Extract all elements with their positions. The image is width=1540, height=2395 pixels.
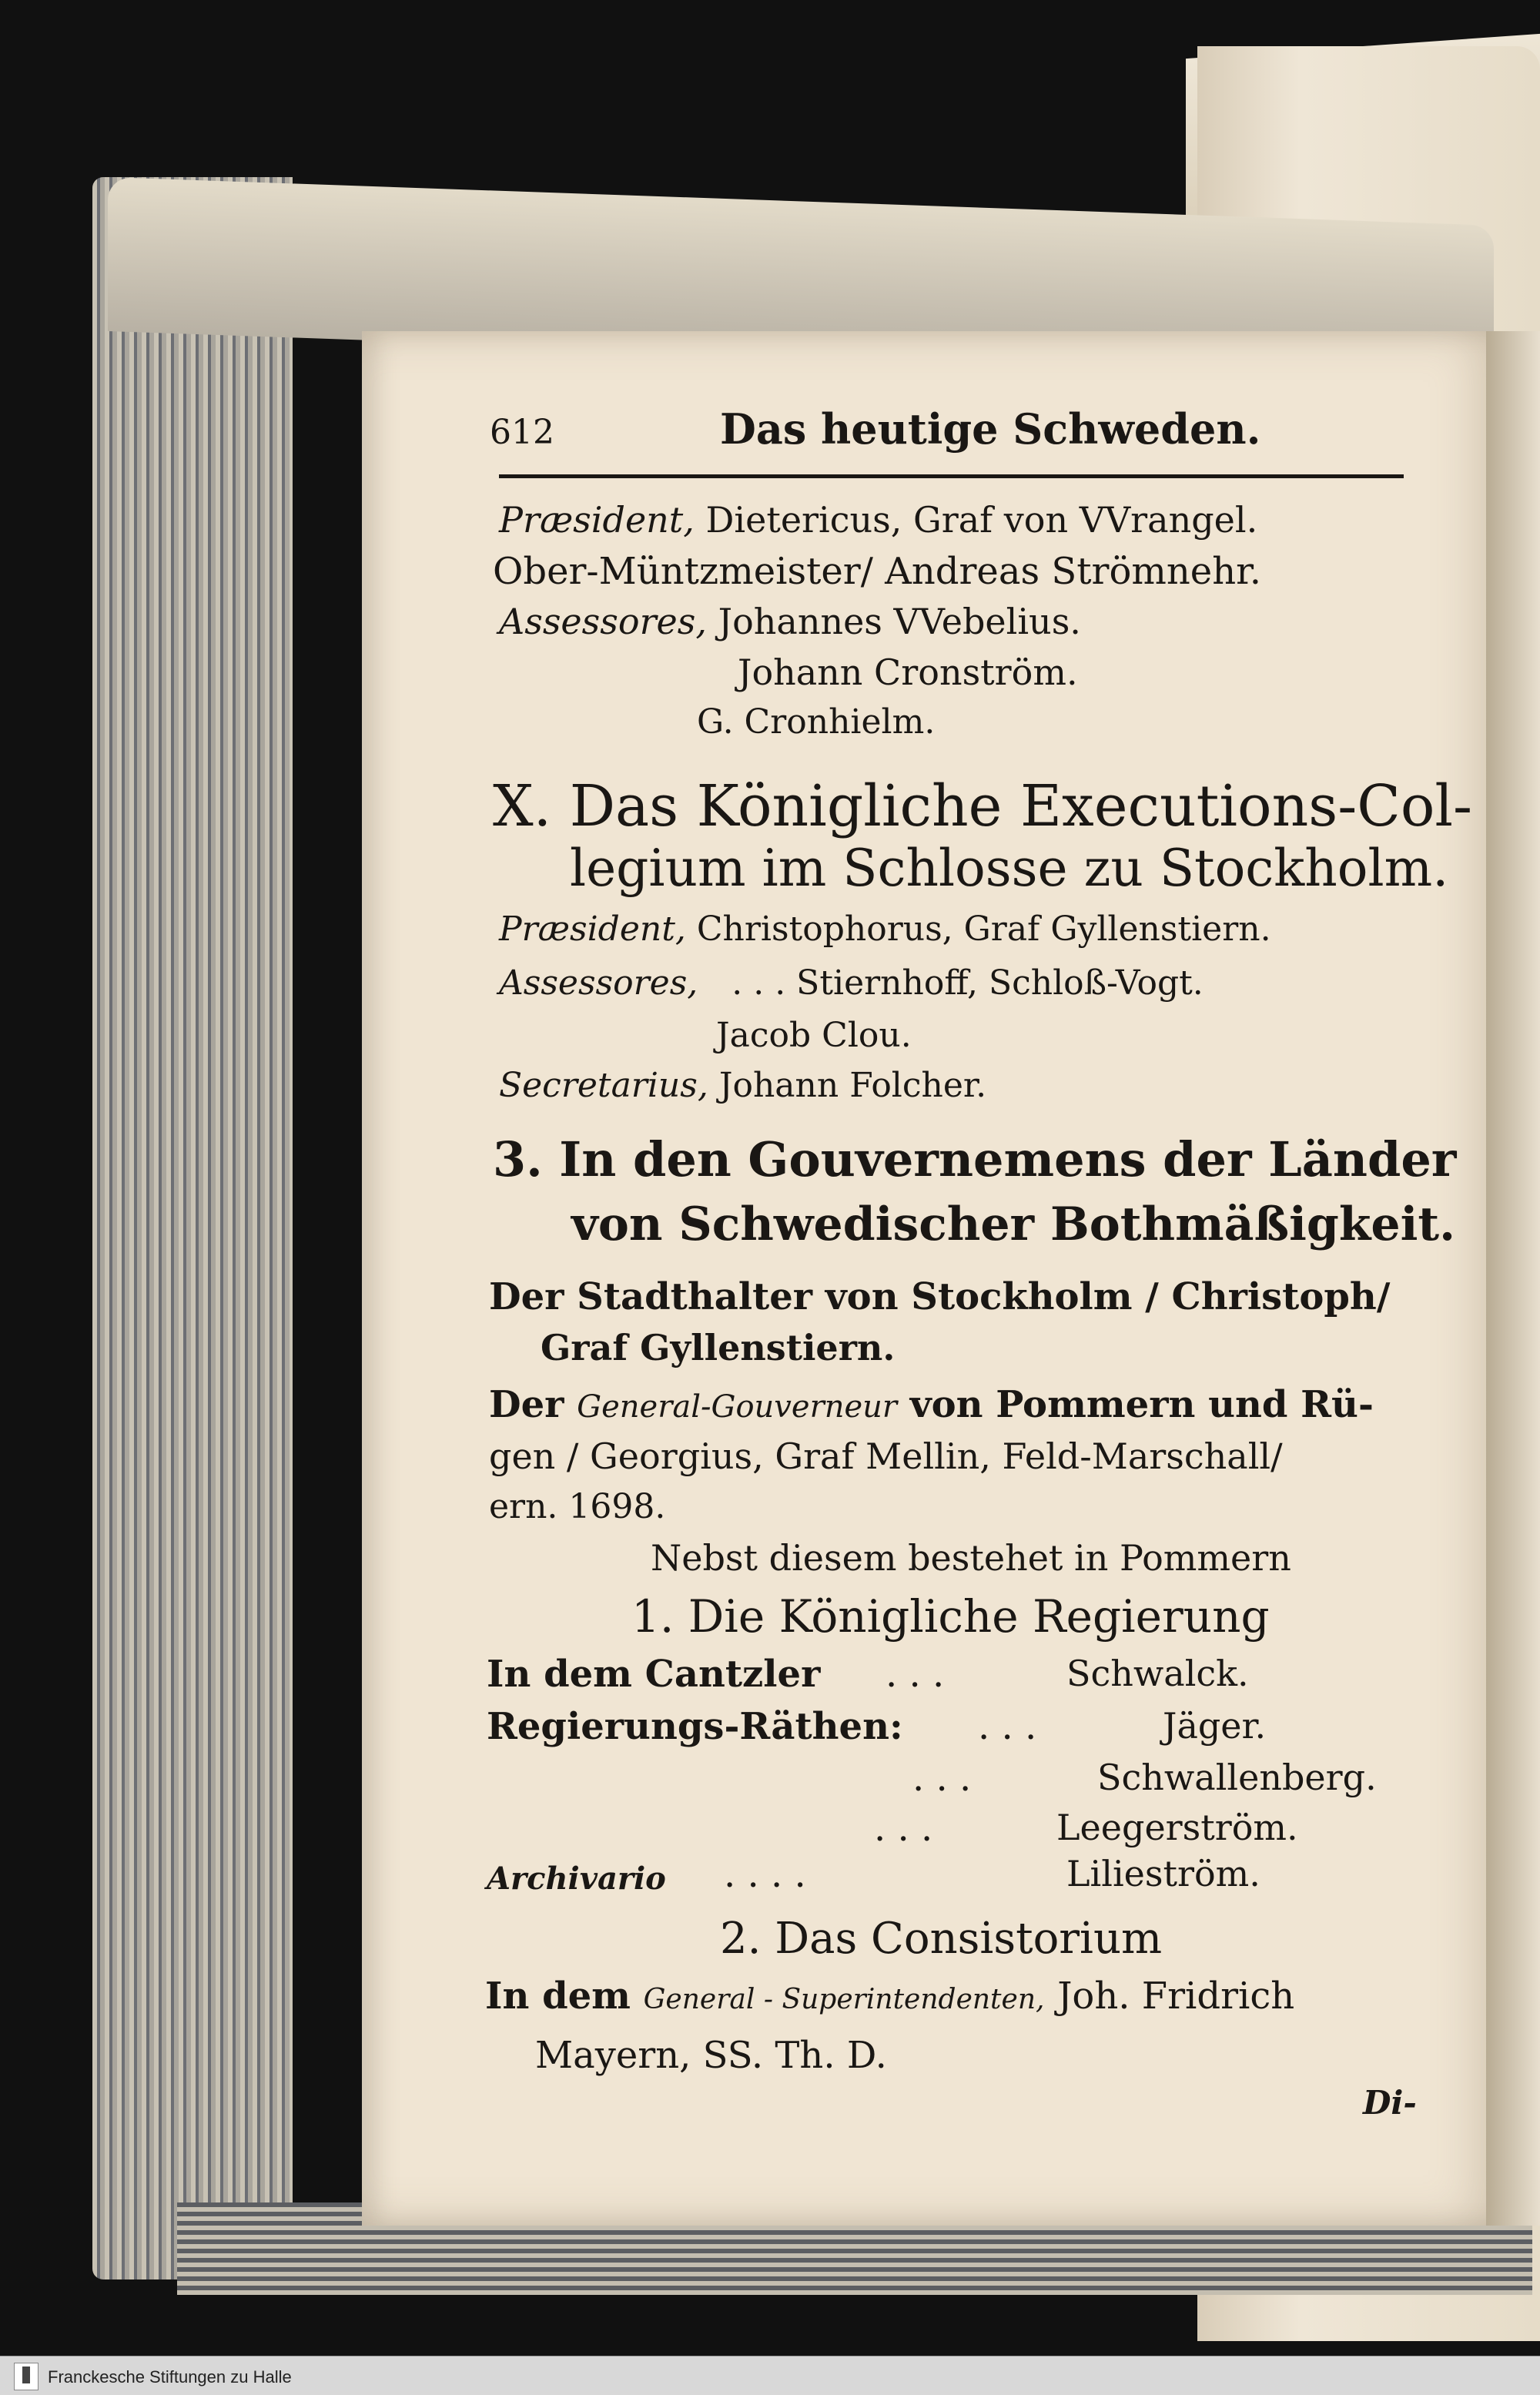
text-line: Jacob Clou. xyxy=(716,1016,912,1055)
line-label: Assessores, xyxy=(499,601,708,642)
subsection-heading: 1. Die Königliche Regierung xyxy=(631,1590,1270,1643)
footer-bar xyxy=(0,2356,1540,2395)
section-heading: 3. In den Gouvernemens der Länder xyxy=(493,1131,1457,1187)
running-title: Das heutige Schweden. xyxy=(720,404,1261,454)
line-text: Johannes VVebelius. xyxy=(718,601,1081,642)
list-item-label: Archivario xyxy=(487,1861,666,1897)
text-line xyxy=(499,1066,987,1105)
line-text: Dietericus, Graf von VVrangel. xyxy=(705,499,1258,541)
list-item-dots: . . . xyxy=(874,1807,933,1850)
page-number: 612 xyxy=(490,413,554,452)
line-text: Der xyxy=(489,1383,564,1426)
text-line: gen / Georgius, Graf Mellin, Feld-Marschall/ xyxy=(489,1435,1283,1477)
text-line xyxy=(489,1383,1374,1426)
list-item-dots: . . . xyxy=(886,1653,945,1696)
list-item-name: Lilieström. xyxy=(1066,1853,1260,1894)
text-line: Ober-Müntzmeister/ Andreas Strömnehr. xyxy=(493,550,1262,593)
catchword: Di- xyxy=(1363,2084,1417,2122)
list-item-label: In dem Cantzler xyxy=(487,1653,821,1696)
header-rule xyxy=(499,474,1404,478)
line-text: . . . Stiernhoff, Schloß-Vogt. xyxy=(732,963,1204,1003)
text-line: Nebst diesem bestehet in Pommern xyxy=(651,1537,1291,1579)
text-line xyxy=(499,909,1271,949)
line-text: Christophorus, Graf Gyllenstiern. xyxy=(696,909,1271,949)
list-item-dots: . . . xyxy=(912,1757,972,1800)
section-heading: X. Das Königliche Executions-Col- xyxy=(493,773,1473,839)
list-item-name: Jäger. xyxy=(1163,1705,1267,1747)
institution-logo-icon xyxy=(14,2363,38,2390)
line-text: In dem xyxy=(485,1975,631,2018)
line-label: Assessores, xyxy=(499,963,698,1003)
text-line xyxy=(499,963,1204,1003)
footer-text: Franckesche Stiftungen zu Halle xyxy=(48,2367,292,2387)
line-text: Johann Folcher. xyxy=(718,1066,987,1105)
list-item-dots: . . . . xyxy=(724,1853,806,1896)
list-item-dots: . . . xyxy=(978,1705,1037,1748)
section-heading: legium im Schlosse zu Stockholm. xyxy=(570,839,1449,898)
text-line xyxy=(499,601,1081,642)
section-heading: von Schwedischer Bothmäßigkeit. xyxy=(571,1198,1455,1251)
line-label: Præsident, xyxy=(499,909,686,949)
text-line xyxy=(499,499,1258,541)
line-label: Secretarius, xyxy=(499,1066,708,1105)
line-text: Joh. Fridrich xyxy=(1057,1975,1295,2018)
text-line: G. Cronhielm. xyxy=(697,702,936,742)
text-line: Der Stadthalter von Stockholm / Christoph/ xyxy=(489,1275,1391,1318)
text-line: Johann Cronström. xyxy=(738,652,1078,693)
list-item-label: Regierungs-Räthen: xyxy=(487,1705,903,1748)
text-line xyxy=(485,1975,1295,2018)
line-text: von Pommern und Rü- xyxy=(909,1383,1374,1426)
text-line: Mayern, SS. Th. D. xyxy=(535,2034,887,2077)
line-label: General - Superintendenten, xyxy=(643,1984,1045,2015)
list-item-name: Schwalck. xyxy=(1066,1653,1249,1694)
text-line: Graf Gyllenstiern. xyxy=(541,1327,896,1368)
list-item-name: Leegerström. xyxy=(1056,1807,1298,1848)
line-label: General-Gouverneur xyxy=(577,1389,898,1425)
list-item-name: Schwallenberg. xyxy=(1097,1757,1377,1798)
text-line: ern. 1698. xyxy=(489,1487,666,1526)
subsection-heading: 2. Das Consistorium xyxy=(720,1914,1163,1964)
line-label: Præsident, xyxy=(499,499,695,541)
